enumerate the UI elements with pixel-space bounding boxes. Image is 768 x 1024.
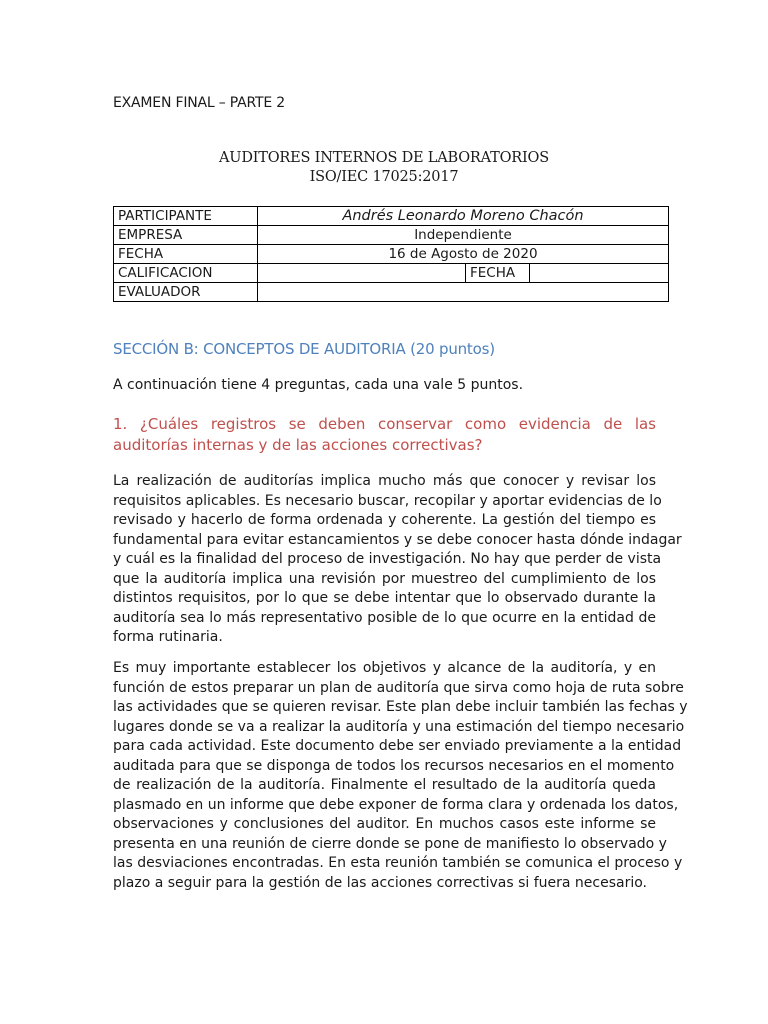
empresa-value: Independiente [258,226,669,245]
paragraph-line: de realización de la auditoría. Finalmente el resultado de la auditoría queda [113,777,656,793]
section-intro: A continuación tiene 4 preguntas, cada una vale 5 puntos. [113,377,524,393]
participant-info-table [113,206,669,302]
table-row [114,283,669,302]
calificacion-fecha-value [530,264,669,283]
calificacion-fecha-label: FECHA [466,264,530,283]
table-row [114,264,669,283]
evaluador-label: EVALUADOR [114,283,258,302]
paragraph-line: y cuál es la finalidad del proceso de investigación. No hay que perder de vista [113,551,662,567]
paragraph-line: las desviaciones encontradas. En esta reunión también se comunica el proceso y [113,855,683,871]
paragraph-line: forma rutinaria. [113,629,223,645]
question-1: 1. ¿Cuáles registros se deben conservar como evidencia de las auditorías internas y de las acciones correctivas? [113,415,656,454]
paragraph-line: lugares donde se va a realizar la auditoría y una estimación del tiempo necesario [113,718,685,735]
paragraph-line: presenta en una reunión de cierre donde se pone de manifiesto lo observado y [113,835,667,852]
fecha-label: FECHA [114,245,258,264]
paragraph-line: requisitos aplicables. Es necesario buscar, recopilar y aportar evidencias de lo [113,492,662,509]
table-row [114,245,669,264]
paragraph-line: La realización de auditorías implica mucho más que conocer y revisar los [113,473,656,489]
paragraph-line: las actividades que se quieren revisar. Este plan debe incluir también las fechas y [113,699,688,715]
course-title: AUDITORES INTERNOS DE LABORATORIOS [219,150,549,166]
calificacion-value [258,264,466,283]
paragraph-line: revisado y hacerlo de forma ordenada y coherente. La gestión del tiempo es [113,512,656,528]
calificacion-label: CALIFICACION [114,264,258,283]
answer-paragraph-1 [113,472,682,648]
participante-label: PARTICIPANTE [114,207,258,226]
answer-paragraph-2 [113,659,688,893]
fecha-value: 16 de Agosto de 2020 [258,245,669,264]
paragraph-line: observaciones y conclusiones del auditor. En muchos casos este informe se [113,816,656,832]
section-heading: SECCIÓN B: CONCEPTOS DE AUDITORIA (20 puntos) [113,340,495,358]
paragraph-line: auditada para que se disponga de todos los recursos necesarios en el momento [113,757,675,774]
participante-value: Andrés Leonardo Moreno Chacón [258,207,669,226]
empresa-label: EMPRESA [114,226,258,245]
paragraph-line: que la auditoría implica una revisión por muestreo del cumplimiento de los [113,570,656,587]
course-standard: ISO/IEC 17025:2017 [309,169,459,185]
paragraph-line: para cada actividad. Este documento debe ser enviado previamente a la entidad [113,738,682,754]
paragraph-line: auditoría sea lo más representativo posible de lo que ocurre en la entidad de [113,609,656,626]
paragraph-line: plasmado en un informe que debe exponer de forma clara y ordenada los datos, [113,796,679,813]
paragraph-line: plazo a seguir para la gestión de las acciones correctivas si fuera necesario. [113,874,648,891]
paragraph-line: función de estos preparar un plan de auditoría que sirva como hoja de ruta sobre [113,679,684,696]
table-row [114,207,669,226]
table-row [114,226,669,245]
paragraph-line: fundamental para evitar estancamientos y se debe conocer hasta dónde indagar [113,531,682,548]
paragraph-line: Es muy importante establecer los objetivos y alcance de la auditoría, y en [113,660,656,676]
exam-title: EXAMEN FINAL – PARTE 2 [113,95,285,111]
paragraph-line: distintos requisitos, por lo que se debe intentar que lo observado durante la [113,590,656,606]
evaluador-value [258,283,669,302]
